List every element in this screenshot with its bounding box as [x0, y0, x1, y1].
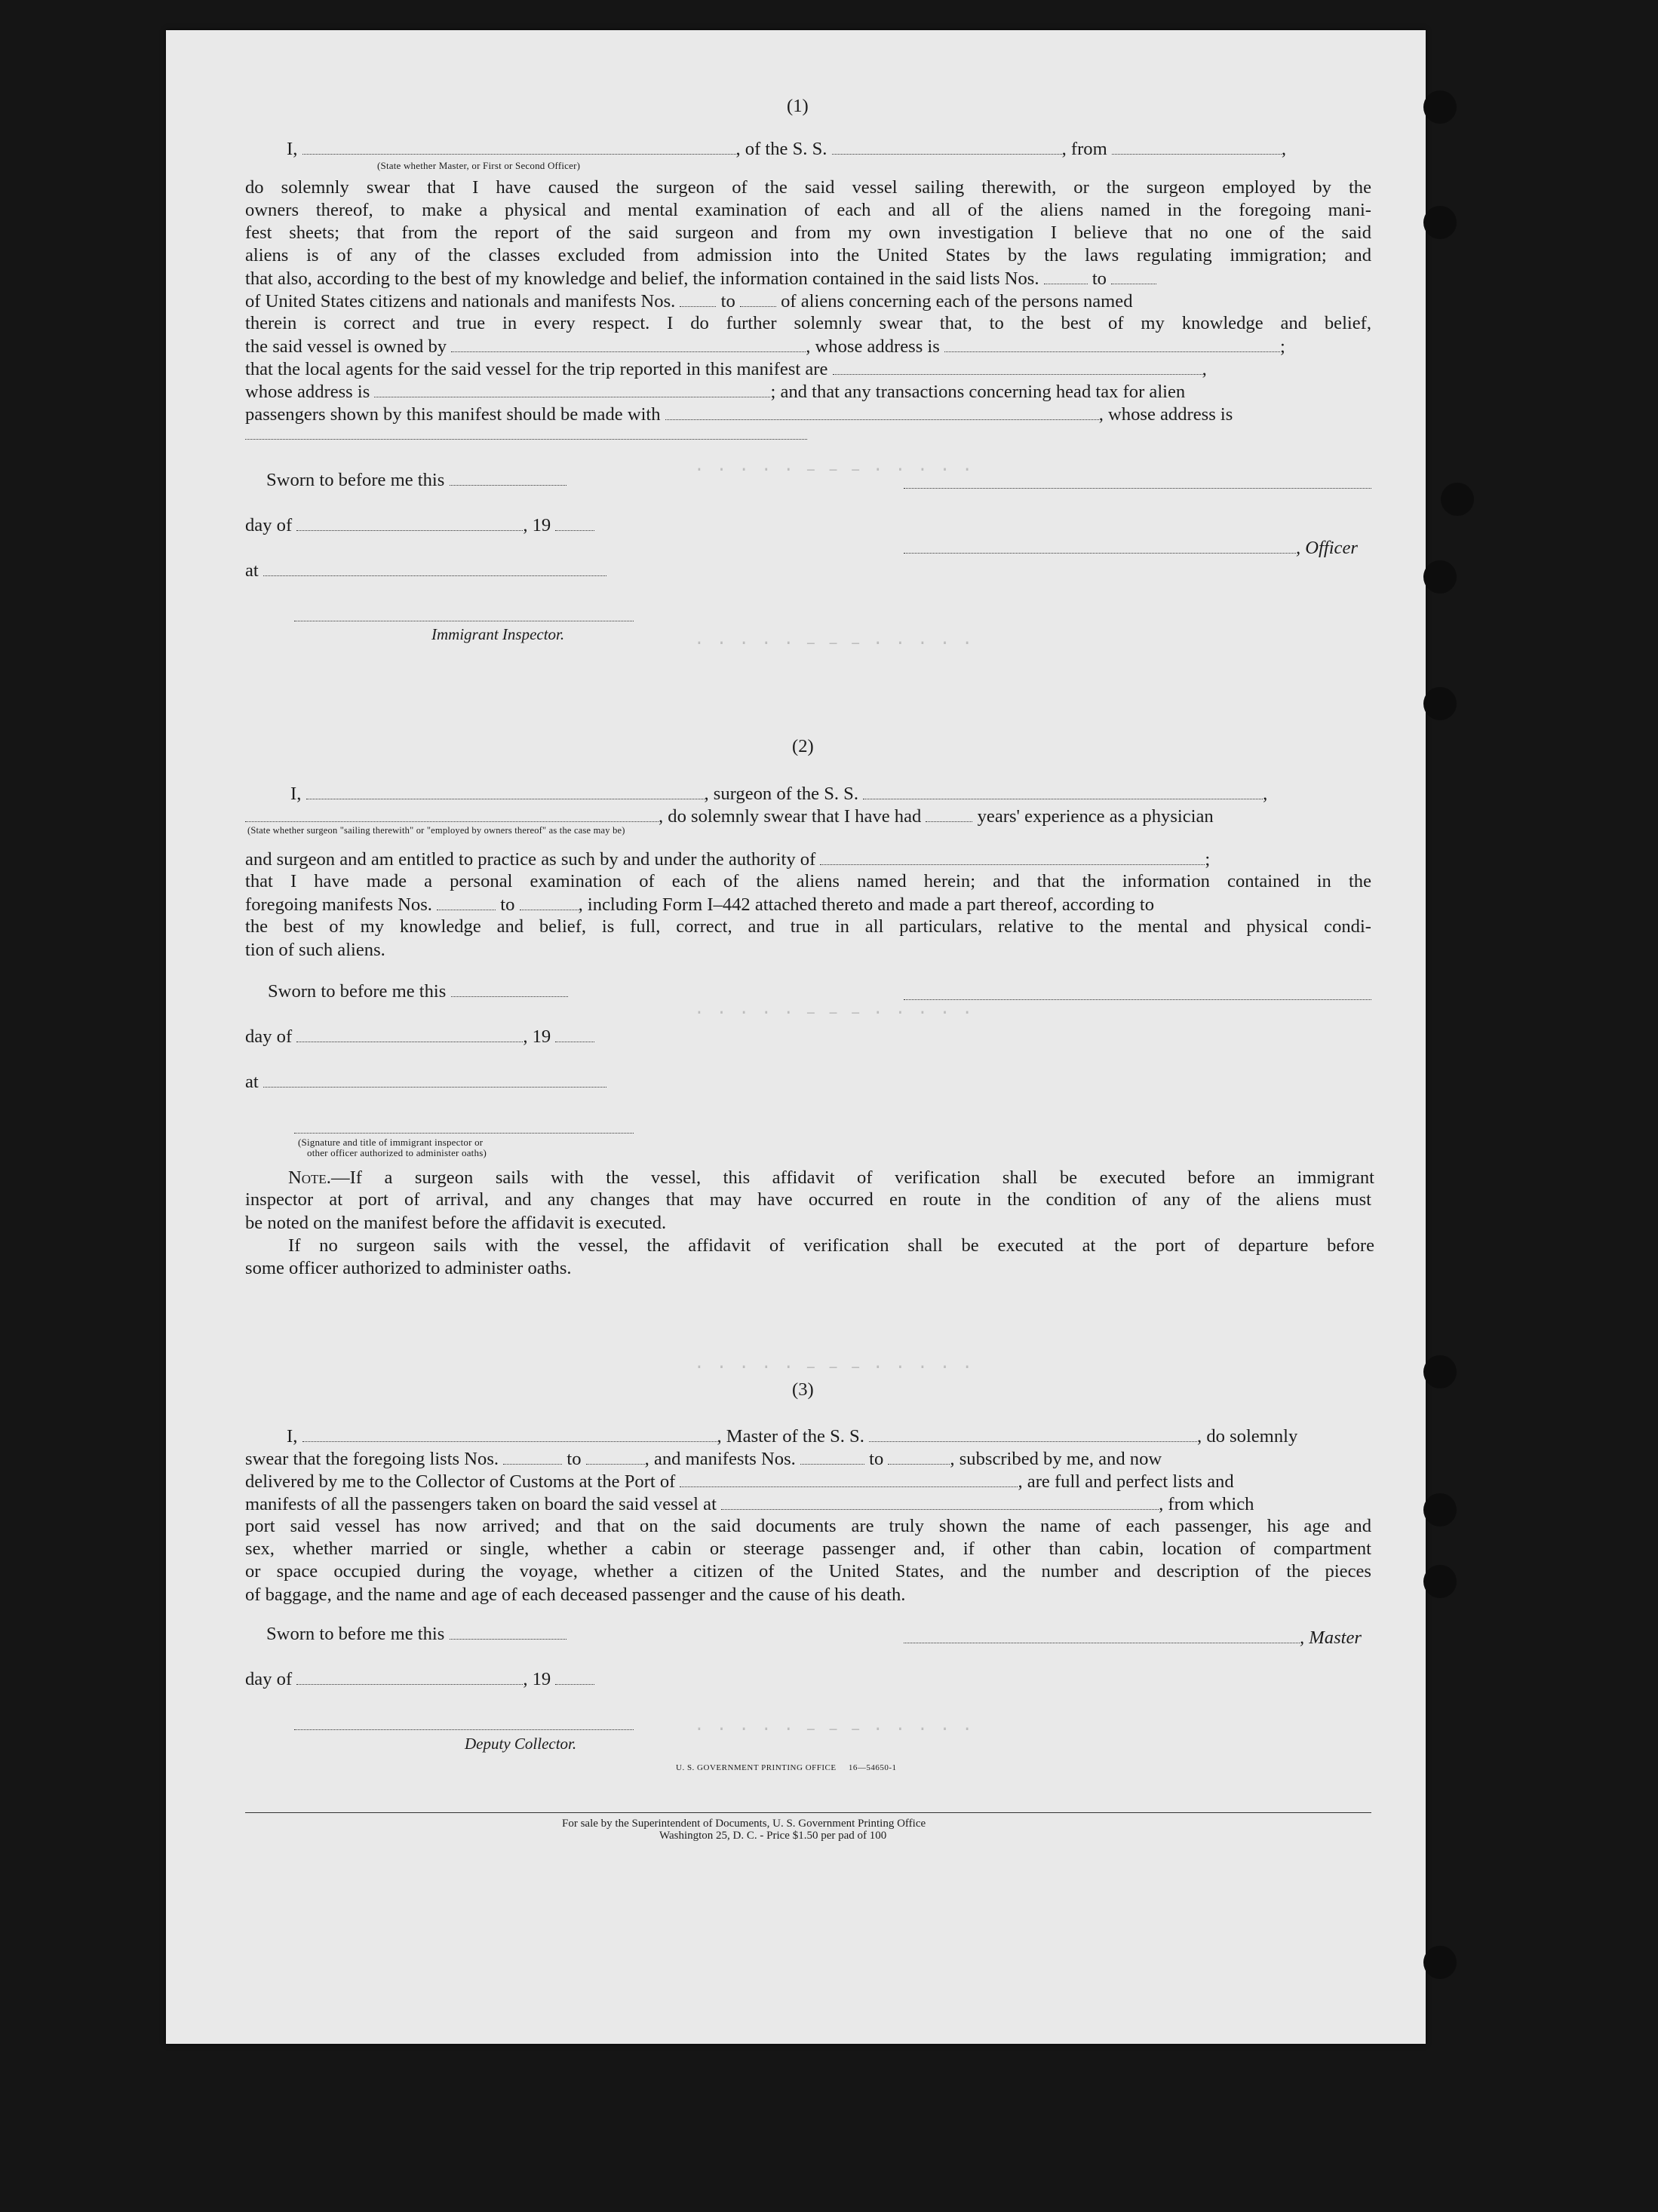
bleed-through-text: · · · · · – – – · · · · · — [694, 1720, 974, 1739]
deputy-caption: Deputy Collector. — [465, 1735, 577, 1753]
section2-line2: , do solemnly swear that I have had years' experience as a physician — [245, 805, 1214, 828]
section2-line1: I, , surgeon of the S. S. , — [290, 784, 1268, 804]
authority-field[interactable] — [820, 854, 1205, 865]
s3-year-field[interactable] — [555, 1674, 594, 1685]
section3-line3: delivered by me to the Collector of Customs at the Port of , are full and perfect lists and — [245, 1471, 1234, 1492]
s3-sworn-line: Sworn to before me this — [266, 1623, 566, 1646]
lists-no-from-field[interactable] — [1044, 273, 1088, 284]
bleed-through-text: · · · · · – – – · · · · · — [694, 1358, 974, 1377]
punch-hole — [1423, 560, 1457, 594]
punch-hole — [1423, 687, 1457, 720]
bleed-through-text: · · · · · – – – · · · · · — [694, 1003, 974, 1023]
s2-inspector-signature-line[interactable] — [294, 1133, 634, 1134]
note-label: Note. — [288, 1167, 331, 1188]
years-field[interactable] — [926, 811, 972, 822]
officer-signature-line-top[interactable] — [904, 488, 1371, 489]
headtax-agent-field[interactable] — [665, 409, 1099, 420]
surgeon-vessel-field[interactable] — [863, 788, 1263, 799]
s3-lists-from-field[interactable] — [503, 1453, 562, 1465]
punch-hole — [1423, 1493, 1457, 1526]
officer-name-field[interactable] — [302, 143, 736, 155]
departure-port-field[interactable] — [1112, 143, 1282, 155]
s3-sworn-date-field[interactable] — [450, 1628, 566, 1640]
section2-para-line: tion of such aliens. — [245, 940, 385, 960]
inspector-caption: Immigrant Inspector. — [431, 625, 565, 643]
master-name-field[interactable] — [302, 1431, 717, 1442]
s2-sworn-date-field[interactable] — [451, 986, 568, 997]
s2-month-field[interactable] — [296, 1031, 523, 1042]
section3-line2: swear that the foregoing lists Nos. to , and manifests Nos. to , subscribed by me, and now — [245, 1449, 1162, 1469]
s2-year-field[interactable] — [555, 1031, 594, 1042]
section1-para-line: fest sheets; that from the report of the said surgeon and from my own investigation I believe that no one of the said — [245, 222, 1371, 243]
section3-para-line: port said vessel has now arrived; and that on the said documents are truly shown the name of each passenger, his age and — [245, 1516, 1371, 1536]
footer-line-2: Washington 25, D. C. - Price $1.50 per pad of 100 — [659, 1830, 887, 1842]
sworn-date-field[interactable] — [450, 474, 566, 486]
s2-officer-signature-line[interactable] — [904, 999, 1371, 1000]
section2-authority-line: and surgeon and am entitled to practice as such by and under the authority of ; — [245, 849, 1211, 870]
headtax-address-line[interactable] — [245, 439, 807, 440]
s2-signature-note: (Signature and title of immigrant inspector or — [298, 1137, 484, 1148]
section1-para-line: do solemnly swear that I have caused the surgeon of the said vessel sailing therewith, or the surgeon employed by the — [245, 177, 1371, 198]
section-number: (3) — [792, 1379, 814, 1400]
section1-lists-line: that also, according to the best of my knowledge and belief, the information contained in the said lists Nos. to — [245, 268, 1156, 290]
section3-line1: I, , Master of the S. S. , do solemnly — [287, 1426, 1298, 1447]
section1-agents-line: that the local agents for the said vessel for the trip reported in this manifest are , — [245, 359, 1207, 379]
embark-port-field[interactable] — [721, 1499, 1159, 1510]
port-field[interactable] — [680, 1476, 1018, 1487]
s3-vessel-field[interactable] — [869, 1431, 1197, 1442]
section2-manifests-line: foregoing manifests Nos. to , including Form I–442 attached thereto and made a part thereof, according to — [245, 894, 1155, 915]
year-field[interactable] — [555, 520, 594, 531]
master-signature-field[interactable] — [904, 1632, 1300, 1643]
sworn-line: Sworn to before me this — [266, 469, 566, 492]
s3-month-field[interactable] — [296, 1674, 523, 1685]
section-number: (2) — [792, 736, 814, 756]
s2-sworn-line: Sworn to before me this — [268, 980, 568, 1003]
s2-day-of-line: day of , 19 — [245, 1026, 594, 1048]
deputy-signature-line[interactable] — [294, 1729, 634, 1730]
section3-para-line: or space occupied during the voyage, whether a citizen of the United States, and the number and description of the pieces — [245, 1561, 1371, 1582]
officer-signature-field[interactable] — [904, 542, 1296, 554]
section2-para-line: the best of my knowledge and belief, is full, correct, and true in all particulars, relative to the mental and physical condi- — [245, 916, 1371, 937]
agents-field[interactable] — [833, 364, 1202, 375]
section1-headtax-line: passengers shown by this manifest should be made with , whose address is — [245, 404, 1233, 425]
footer-rule — [245, 1812, 1371, 1813]
section3-line4: manifests of all the passengers taken on board the said vessel at , from which — [245, 1494, 1254, 1514]
bleed-through-text: · · · · · – – – · · · · · — [694, 460, 974, 480]
lists-no-to-field[interactable] — [1111, 273, 1156, 284]
officer-signature-line: , Officer — [904, 537, 1358, 560]
label-of-ss: , of the S. S. — [735, 139, 827, 159]
owner-address-field[interactable] — [944, 341, 1280, 352]
note-line: be noted on the manifest before the affidavit is executed. — [245, 1213, 667, 1233]
s2-place-field[interactable] — [263, 1076, 606, 1088]
section2-para-line: that I have made a personal examination of each of the aliens named herein; and that the information contained in the — [245, 871, 1371, 891]
at-line: at — [245, 560, 606, 582]
section1-para-line: therein is correct and true in every respect. I do further solemnly swear that, to the best of my knowledge and belief, — [245, 313, 1371, 333]
month-field[interactable] — [296, 520, 523, 531]
owner-field[interactable] — [451, 341, 806, 352]
manifests-no-from-field[interactable] — [680, 296, 716, 307]
place-field[interactable] — [263, 565, 606, 576]
vessel-name-field[interactable] — [832, 143, 1062, 155]
section1-line1: I, , of the S. S. , from , — [287, 139, 1287, 159]
surgeon-note: (State whether surgeon "sailing therewith" or "employed by owners thereof" as the case may be) — [247, 825, 625, 836]
section1-owner-line: the said vessel is owned by , whose address is ; — [245, 336, 1285, 357]
section3-para-line: of baggage, and the name and age of each deceased passenger and the cause of his death. — [245, 1585, 906, 1605]
surgeon-name-field[interactable] — [306, 788, 705, 799]
day-of-line: day of , 19 — [245, 514, 594, 537]
s3-lists-to-field[interactable] — [586, 1453, 645, 1465]
punch-hole — [1441, 483, 1474, 516]
s2-manifests-from-field[interactable] — [437, 899, 496, 910]
agents-address-field[interactable] — [374, 386, 770, 397]
section3-para-line: sex, whether married or single, whether a cabin or steerage passenger and, if other than cabin, location of compartment — [245, 1539, 1371, 1559]
footer-line-1: For sale by the Superintendent of Documents, U. S. Government Printing Office — [562, 1818, 926, 1830]
section-number: (1) — [787, 96, 809, 116]
s2-manifests-to-field[interactable] — [520, 899, 579, 910]
s3-manifests-from-field[interactable] — [800, 1453, 864, 1465]
manifests-no-to-field[interactable] — [740, 296, 776, 307]
section1-agents-address-line: whose address is ; and that any transactions concerning head tax for alien — [245, 382, 1186, 402]
note-line: Note.—If a surgeon sails with the vessel, this affidavit of verification shall be executed before an immigrant — [288, 1167, 1374, 1188]
s2-signature-note: other officer authorized to administer oaths) — [307, 1147, 487, 1158]
s3-day-of-line: day of , 19 — [245, 1668, 594, 1691]
bleed-through-text: · · · · · – – – · · · · · — [694, 634, 974, 653]
section1-para-line: owners thereof, to make a physical and mental examination of each and all of the aliens named in the foregoing mani- — [245, 200, 1371, 220]
note-line: some officer authorized to administer oaths. — [245, 1258, 572, 1278]
s3-manifests-to-field[interactable] — [888, 1453, 950, 1465]
punch-hole — [1423, 206, 1457, 239]
note-line: If no surgeon sails with the vessel, the affidavit of verification shall be executed at the port of departure before — [288, 1235, 1374, 1256]
master-signature-line: , Master — [904, 1627, 1362, 1649]
manifest-affidavit-page — [166, 30, 1426, 2044]
label-from: , from — [1061, 139, 1107, 159]
label-i: I, — [287, 139, 298, 159]
note-line: inspector at port of arrival, and any changes that may have occurred en route in the condition of any of the aliens must — [245, 1189, 1371, 1210]
surgeon-type-field[interactable] — [245, 811, 659, 822]
punch-hole — [1423, 1355, 1457, 1388]
section1-manifests-line: of United States citizens and nationals and manifests Nos. to of aliens concerning each of the persons named — [245, 291, 1133, 311]
punch-hole — [1423, 1565, 1457, 1598]
section1-para-line: aliens is of any of the classes excluded from admission into the United States by the laws regulating immigration; and — [245, 245, 1371, 265]
officer-note: (State whether Master, or First or Second Officer) — [377, 160, 581, 171]
punch-hole — [1423, 91, 1457, 124]
printing-office-mark: U. S. GOVERNMENT PRINTING OFFICE 16—54650-1 — [676, 1763, 897, 1772]
punch-hole — [1423, 1946, 1457, 1979]
s2-at-line: at — [245, 1071, 606, 1094]
